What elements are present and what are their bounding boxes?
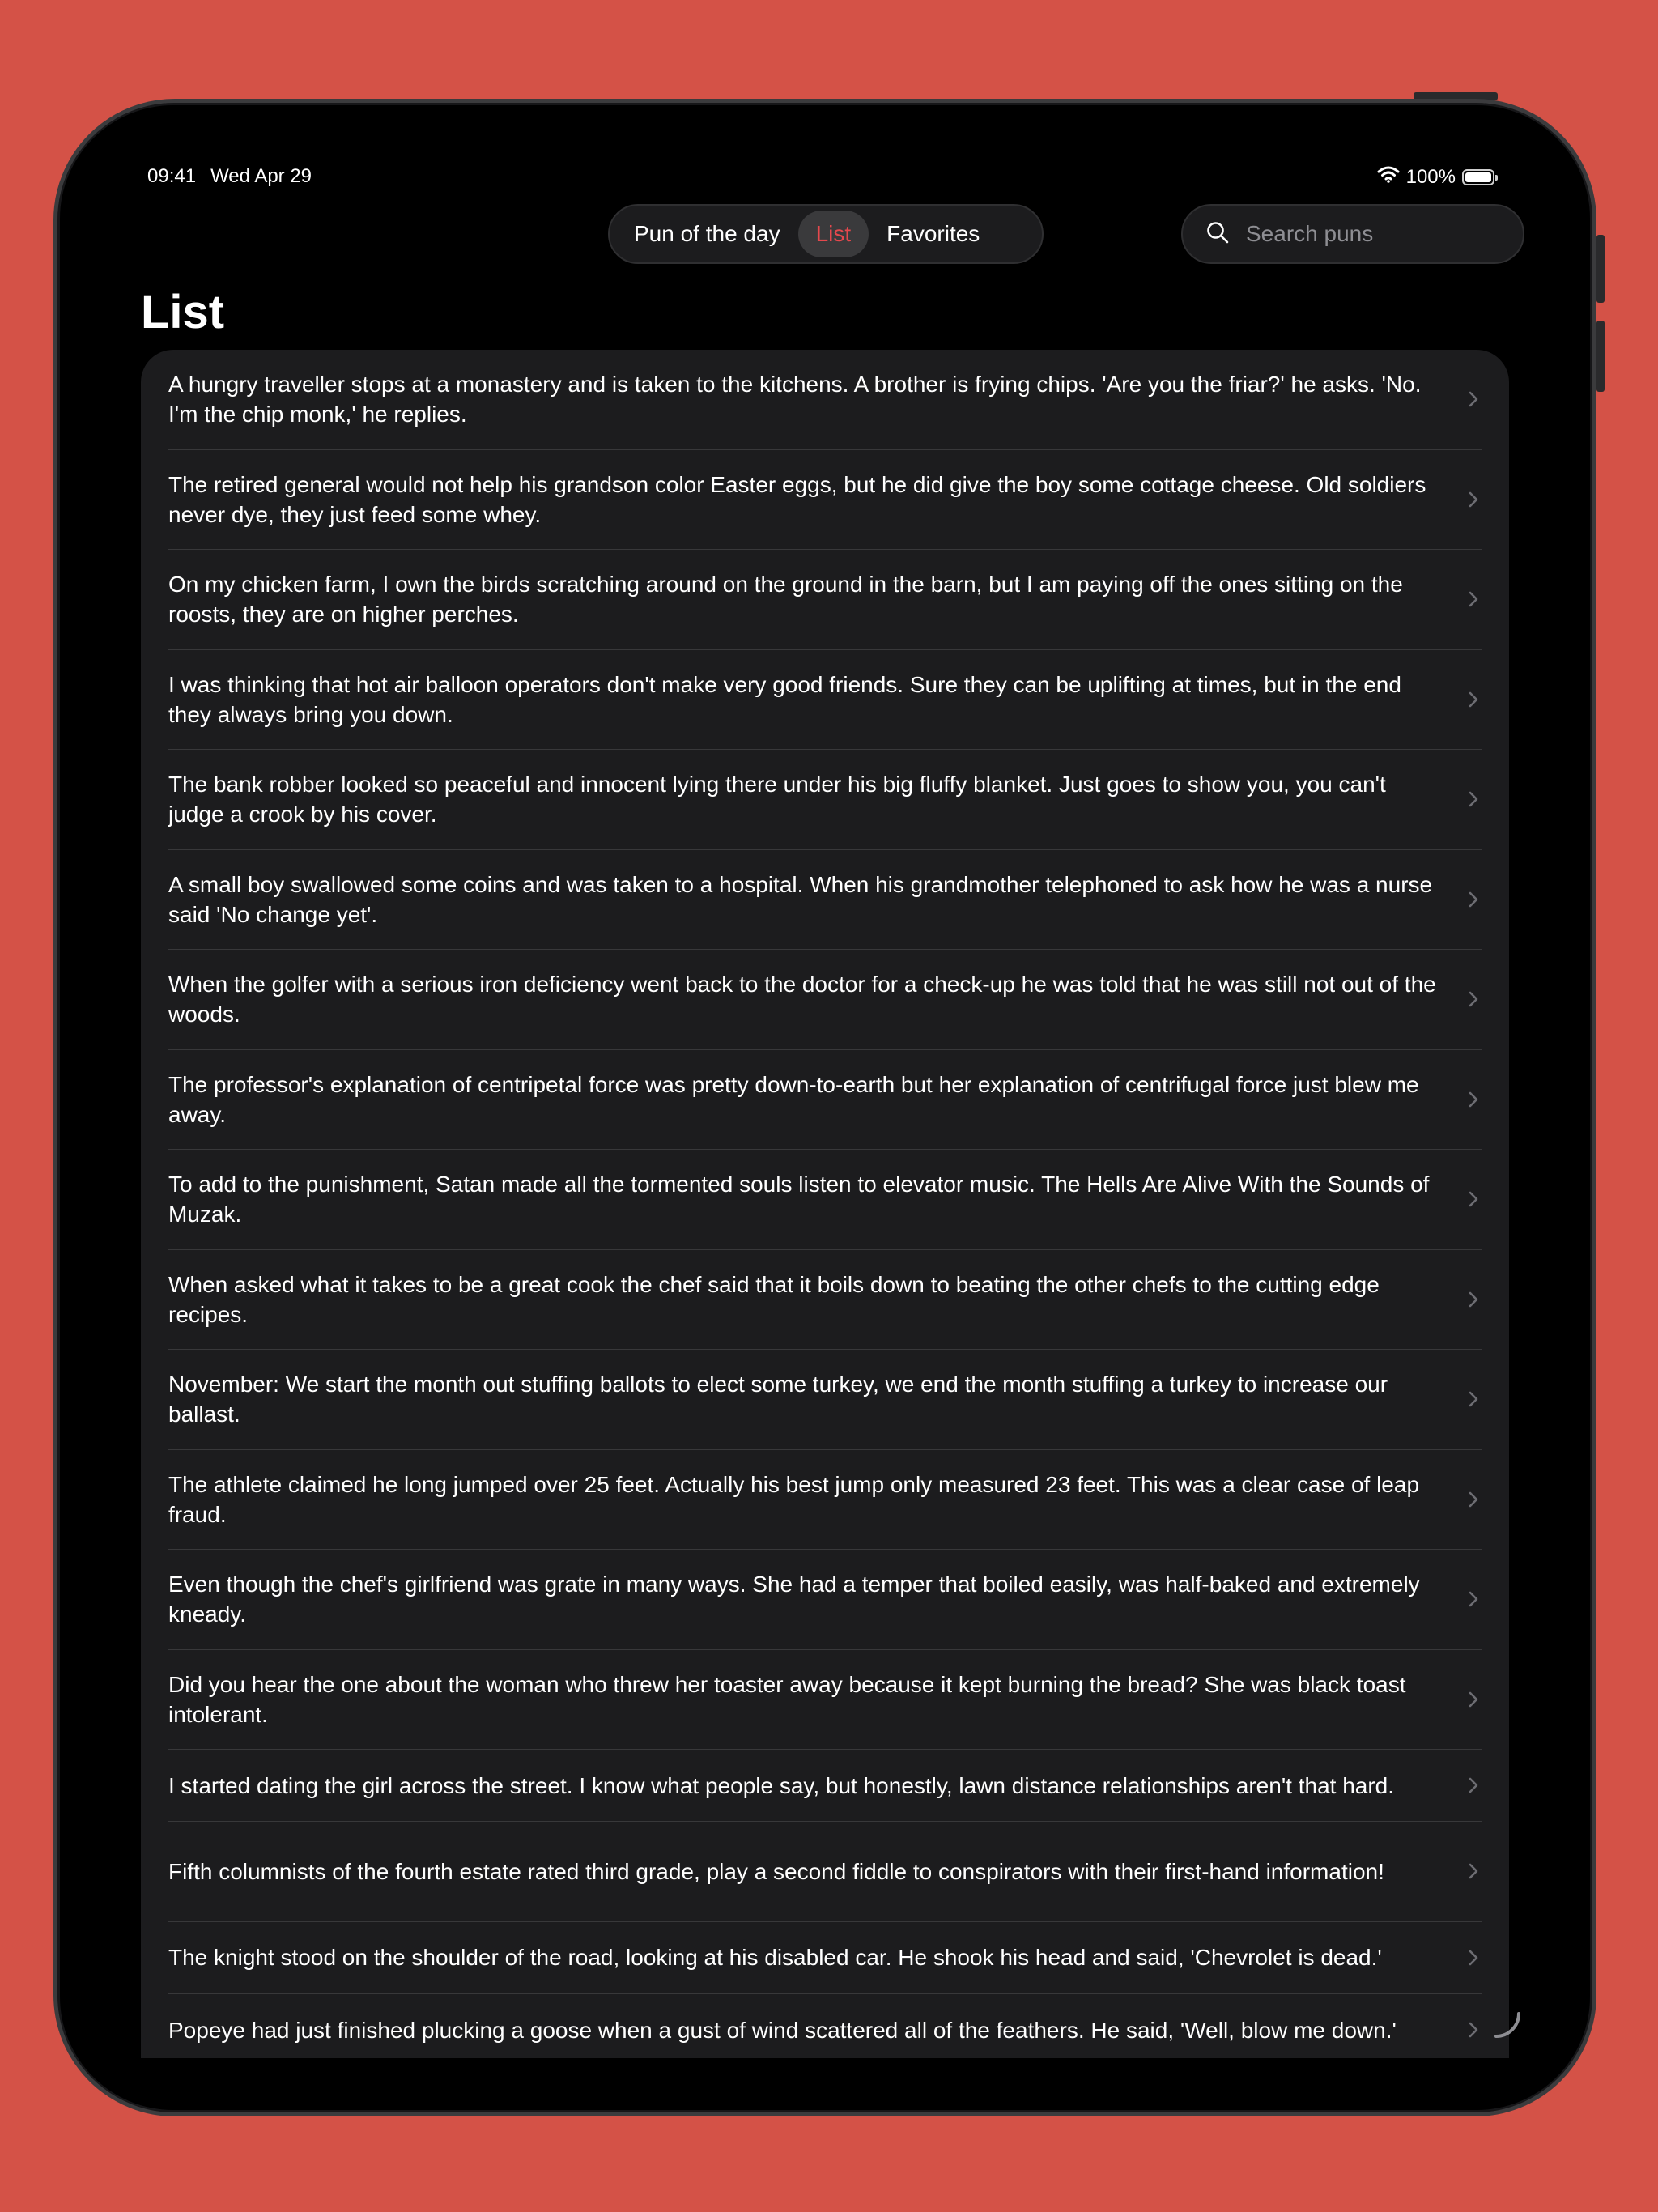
pun-text: The professor's explanation of centripetal force was pretty down-to-earth but her explanation of centrifugal force just blew me away. bbox=[168, 1071, 1419, 1127]
status-time: 09:41 bbox=[147, 165, 197, 187]
pun-row[interactable] bbox=[168, 1150, 1482, 1250]
pun-text: When the golfer with a serious iron deficiency went back to the doctor for a check-up he was told that he was still not out of the woods. bbox=[168, 972, 1436, 1027]
search-input[interactable] bbox=[1244, 220, 1490, 248]
chevron-right-icon bbox=[1465, 890, 1482, 909]
chevron-right-icon bbox=[1465, 589, 1482, 609]
chevron-right-icon bbox=[1465, 1490, 1482, 1509]
battery-percent: 100% bbox=[1405, 165, 1456, 188]
pun-row[interactable] bbox=[168, 1450, 1482, 1551]
tab-list[interactable]: List bbox=[798, 211, 869, 257]
pun-text: The athlete claimed he long jumped over 25 feet. Actually his best jump only measured 23 feet. This was a clear case of leap fraud. bbox=[168, 1471, 1420, 1527]
chevron-right-icon bbox=[1465, 1589, 1482, 1609]
pun-row[interactable] bbox=[168, 750, 1482, 850]
chevron-right-icon bbox=[1465, 1690, 1482, 1709]
pun-text: I started dating the girl across the street. I know what people say, but honestly, lawn distance relationships aren't that hard. bbox=[168, 1772, 1395, 1798]
chevron-right-icon bbox=[1465, 2020, 1482, 2040]
status-bar bbox=[60, 165, 1590, 191]
wifi-icon bbox=[1377, 165, 1400, 189]
pun-text: Popeye had just finished plucking a goose when a gust of wind scattered all of the feathers. He said, 'Well, blow me down.' bbox=[168, 2017, 1397, 2043]
chevron-right-icon bbox=[1465, 1189, 1482, 1209]
pun-row[interactable] bbox=[168, 1350, 1482, 1450]
pun-row[interactable] bbox=[168, 1822, 1482, 1922]
tab-favorites[interactable]: Favorites bbox=[886, 221, 980, 246]
status-left bbox=[147, 165, 312, 188]
status-right bbox=[1377, 165, 1494, 189]
pun-row[interactable] bbox=[168, 950, 1482, 1050]
battery-fill bbox=[1465, 172, 1491, 182]
pun-row[interactable] bbox=[168, 350, 1482, 450]
chevron-right-icon bbox=[1465, 989, 1482, 1009]
volume-down-button bbox=[1596, 321, 1605, 392]
pun-row[interactable] bbox=[168, 1250, 1482, 1351]
pun-row[interactable] bbox=[168, 550, 1482, 650]
pun-row[interactable] bbox=[168, 1650, 1482, 1750]
pun-row[interactable] bbox=[168, 1550, 1482, 1650]
chevron-right-icon bbox=[1465, 1389, 1482, 1409]
chevron-right-icon bbox=[1465, 1948, 1482, 1967]
pun-row[interactable] bbox=[168, 850, 1482, 951]
pun-text: Even though the chef's girlfriend was grate in many ways. She had a temper that boiled easily, was half-baked and extremely kneady. bbox=[168, 1572, 1420, 1627]
view-switcher bbox=[608, 204, 1044, 264]
status-date: Wed Apr 29 bbox=[210, 165, 312, 187]
chevron-right-icon bbox=[1465, 789, 1482, 809]
scroll-indicator bbox=[1494, 2012, 1520, 2038]
pun-text: A hungry traveller stops at a monastery and is taken to the kitchens. A brother is frying chips. 'Are you the friar?' he asks. 'No. I'm the chip monk,' he replies. bbox=[168, 372, 1422, 428]
pun-row[interactable] bbox=[168, 650, 1482, 751]
pun-row[interactable] bbox=[168, 1994, 1482, 2059]
tab-pun-of-the-day[interactable]: Pun of the day bbox=[634, 221, 780, 246]
pun-text: November: We start the month out stuffing ballots to elect some turkey, we end the month stuffing a turkey to increase our ballast. bbox=[168, 1372, 1388, 1427]
pun-text: Did you hear the one about the woman who threw her toaster away because it kept burning the bread? She was black toast intolerant. bbox=[168, 1671, 1406, 1727]
pun-row[interactable] bbox=[168, 1050, 1482, 1151]
pun-text: I was thinking that hot air balloon operators don't make very good friends. Sure they can be uplifting at times, but in the end they always bring you down. bbox=[168, 671, 1401, 727]
chevron-right-icon bbox=[1465, 1776, 1482, 1795]
pun-list bbox=[141, 350, 1509, 2058]
pun-text: To add to the punishment, Satan made all the tormented souls listen to elevator music. The Hells Are Alive With the Sounds of Muzak. bbox=[168, 1172, 1430, 1227]
chevron-right-icon bbox=[1465, 389, 1482, 409]
search-bar[interactable] bbox=[1181, 204, 1524, 264]
pun-text: When asked what it takes to be a great cook the chef said that it boils down to beating the other chefs to the cutting edge recipes. bbox=[168, 1271, 1380, 1327]
chevron-right-icon bbox=[1465, 1861, 1482, 1881]
pun-row[interactable] bbox=[168, 1750, 1482, 1822]
chevron-right-icon bbox=[1465, 490, 1482, 509]
search-icon bbox=[1205, 220, 1230, 249]
volume-up-button bbox=[1596, 235, 1605, 303]
chevron-right-icon bbox=[1465, 690, 1482, 709]
page-title: List bbox=[141, 286, 225, 338]
pun-row[interactable] bbox=[168, 450, 1482, 551]
pun-text: A small boy swallowed some coins and was taken to a hospital. When his grandmother telephoned to ask how he was a nurse said 'No change yet'. bbox=[168, 871, 1433, 927]
battery-icon bbox=[1462, 169, 1494, 185]
pun-text: The bank robber looked so peaceful and innocent lying there under his big fluffy blanket. Just goes to show you, you can't judge a crook by his cover. bbox=[168, 772, 1386, 827]
pun-text: The retired general would not help his grandson color Easter eggs, but he did give the boy some cottage cheese. Old soldiers never dye, they just feed some whey. bbox=[168, 471, 1426, 527]
screen bbox=[60, 105, 1590, 2110]
pun-text: On my chicken farm, I own the birds scratching around on the ground in the barn, but I am paying off the ones sitting on the roosts, they are on higher perches. bbox=[168, 572, 1403, 627]
pun-text: Fifth columnists of the fourth estate rated third grade, play a second fiddle to conspirators with their first-hand information! bbox=[168, 1858, 1384, 1884]
pun-row[interactable] bbox=[168, 1922, 1482, 1994]
pun-text: The knight stood on the shoulder of the road, looking at his disabled car. He shook his head and said, 'Chevrolet is dead.' bbox=[168, 1945, 1382, 1970]
chevron-right-icon bbox=[1465, 1290, 1482, 1309]
chevron-right-icon bbox=[1465, 1090, 1482, 1109]
